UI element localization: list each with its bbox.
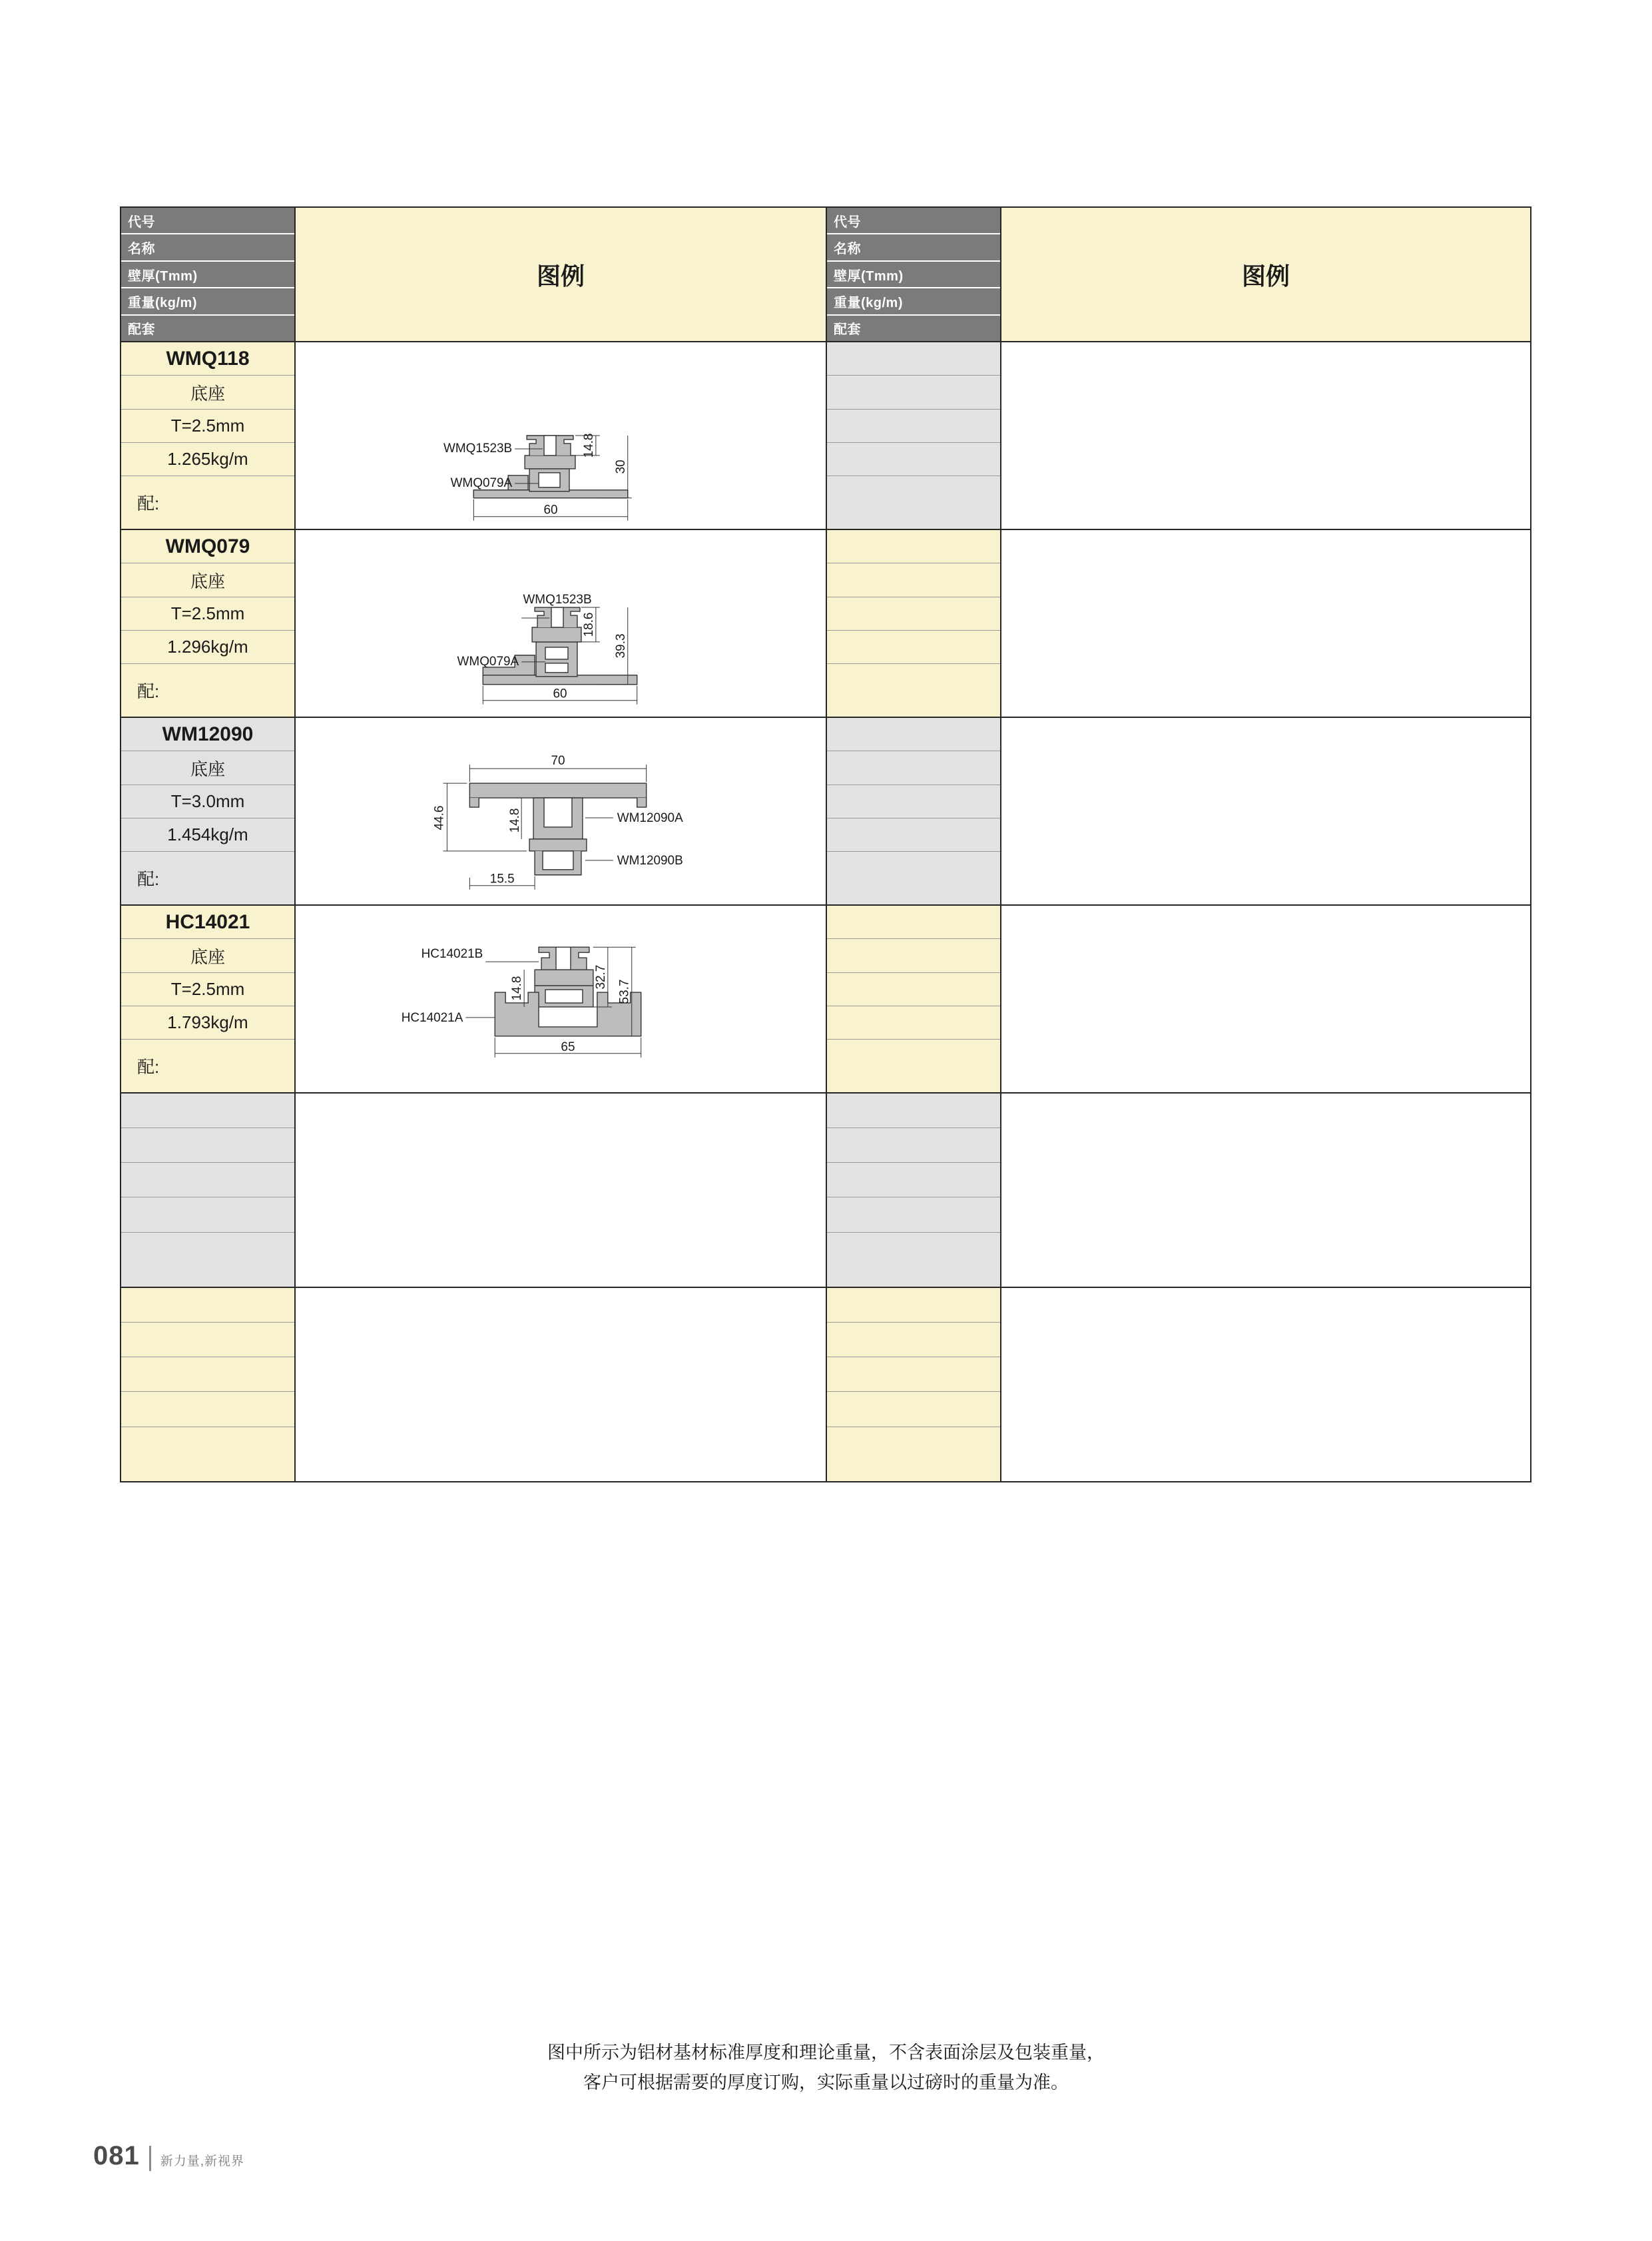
table-row [827,717,1530,904]
table-row [827,1092,1530,1287]
row-weight [827,1006,1000,1040]
figure-part-label: WM12090A [617,810,683,825]
row-name [121,1323,294,1357]
footnote-line-2: 客户可根据需要的厚度订购，实际重量以过磅时的重量为准。 [583,2072,1069,2092]
table-row [121,1092,826,1287]
row-kit [827,1233,1000,1287]
row-kit [827,664,1000,717]
row-name [827,376,1000,409]
table-row [121,1287,826,1481]
table-row [827,1287,1530,1481]
row-code [121,1288,294,1323]
row-name [121,1128,294,1163]
table-row [121,904,826,1092]
header-label-name: 名称 [827,234,1000,261]
figure-dimension: 14.8 [510,976,525,1001]
row-spec-cells [827,342,1001,529]
row-code: WMQ118 [121,342,294,376]
row-name: 底座 [121,376,294,409]
row-thickness [827,410,1000,443]
row-code [827,530,1000,563]
row-figure-hc14021 [296,906,826,1092]
row-thickness [827,973,1000,1006]
row-kit: 配: [121,1040,294,1092]
row-kit: 配: [121,852,294,904]
row-spec-cells [121,718,296,904]
row-figure-empty [1001,718,1530,904]
header-label-name: 名称 [121,234,294,261]
row-spec-cells [827,906,1001,1092]
row-name [827,939,1000,972]
row-thickness: T=2.5mm [121,597,294,631]
row-kit: 配: [121,664,294,717]
figure-part-label: WMQ1523B [523,593,592,607]
row-weight: 1.793kg/m [121,1006,294,1040]
footnote [0,2038,1652,2097]
table-row [827,341,1530,529]
row-code [121,1094,294,1128]
row-thickness [827,1163,1000,1197]
row-thickness [827,1357,1000,1392]
row-code [827,906,1000,939]
figure-dimension: 65 [561,1040,575,1054]
header-legend-title: 图例 [296,208,826,341]
figure-dimension: 44.6 [432,805,447,830]
figure-dimension: 60 [553,687,567,701]
profile-diagram-wm12090 [296,718,826,904]
footnote-line-1: 图中所示为铝材基材标准厚度和理论重量，不含表面涂层及包装重量， [547,2043,1105,2063]
row-name [827,751,1000,785]
row-weight [827,1197,1000,1232]
row-spec-cells [121,1288,296,1481]
footer-brand: 新力量,新视界 [160,2154,245,2168]
header-label-thickness: 壁厚(Tmm) [827,262,1000,288]
figure-dimension: 70 [551,754,565,769]
header-label-kit: 配套 [827,316,1000,341]
header-label-thickness: 壁厚(Tmm) [121,262,294,288]
right-header-labels [827,208,1001,341]
figure-part-label: WMQ1523B [443,441,513,456]
row-figure-empty [1001,342,1530,529]
left-table-header [121,208,826,341]
row-thickness: T=2.5mm [121,410,294,443]
header-label-weight: 重量(kg/m) [827,288,1000,315]
table-row [121,529,826,717]
right-table-header [827,208,1530,341]
row-spec-cells [827,530,1001,717]
row-weight [827,631,1000,664]
figure-dimension: 53.7 [617,979,632,1004]
row-weight: 1.296kg/m [121,631,294,664]
figure-part-label: WMQ079A [457,654,519,669]
table-row [121,717,826,904]
row-code: HC14021 [121,906,294,939]
row-figure-empty [1001,1094,1530,1287]
row-figure-wmq079 [296,530,826,717]
row-spec-cells [121,342,296,529]
row-thickness [121,1357,294,1392]
row-kit [121,1427,294,1482]
header-label-code: 代号 [121,208,294,234]
row-kit [827,476,1000,529]
profile-diagram-wmq118 [296,342,826,529]
row-figure-empty [1001,906,1530,1092]
row-weight [121,1392,294,1427]
row-code: WMQ079 [121,530,294,563]
figure-part-label: HC14021B [421,947,483,962]
row-figure-empty [296,1288,826,1481]
figure-dimension: 39.3 [613,633,628,659]
row-weight [827,443,1000,476]
row-code [827,342,1000,376]
row-kit [827,1040,1000,1092]
row-thickness: T=2.5mm [121,973,294,1006]
row-name: 底座 [121,751,294,785]
row-thickness [121,1163,294,1197]
row-kit: 配: [121,476,294,529]
figure-dimension: 14.8 [581,433,596,458]
page-number: 081 [93,2141,140,2170]
figure-dimension: 15.5 [489,872,515,886]
right-column-group [826,206,1531,1482]
header-label-code: 代号 [827,208,1000,234]
catalog-table [120,206,1531,1482]
page-footer [93,2141,244,2171]
figure-part-label: WMQ079A [450,476,513,490]
row-weight: 1.265kg/m [121,443,294,476]
left-header-labels [121,208,296,341]
row-weight [121,1197,294,1232]
row-code: WM12090 [121,718,294,751]
table-row [827,904,1530,1092]
row-thickness: T=3.0mm [121,785,294,818]
header-label-kit: 配套 [121,316,294,341]
footer-divider [149,2146,151,2171]
row-weight [827,818,1000,852]
figure-dimension: 32.7 [593,964,608,990]
row-spec-cells [827,718,1001,904]
row-figure-empty [1001,530,1530,717]
row-name [827,563,1000,597]
figure-dimension: 30 [613,460,628,474]
row-figure-empty [1001,1288,1530,1481]
figure-dimension: 18.6 [581,612,596,637]
row-name: 底座 [121,563,294,597]
row-kit [827,852,1000,904]
row-name [827,1128,1000,1163]
header-legend-title: 图例 [1001,208,1530,341]
row-spec-cells [121,1094,296,1287]
figure-part-label: WM12090B [617,853,683,868]
row-figure-wmq118 [296,342,826,529]
row-code [827,1094,1000,1128]
figure-dimension: 14.8 [508,808,523,833]
row-weight: 1.454kg/m [121,818,294,852]
row-figure-empty [296,1094,826,1287]
row-weight [827,1392,1000,1427]
row-thickness [827,785,1000,818]
row-kit [827,1427,1000,1482]
row-spec-cells [121,906,296,1092]
figure-part-label: HC14021A [401,1010,463,1025]
left-column-group [120,206,826,1482]
row-thickness [827,597,1000,631]
table-row [121,341,826,529]
row-code [827,1288,1000,1323]
row-spec-cells [121,530,296,717]
profile-diagram-hc14021 [296,906,826,1092]
row-spec-cells [827,1094,1001,1287]
row-spec-cells [827,1288,1001,1481]
row-figure-wm12090 [296,718,826,904]
row-kit [121,1233,294,1287]
row-name: 底座 [121,939,294,972]
row-name [827,1323,1000,1357]
profile-diagram-wmq079 [296,530,826,717]
header-label-weight: 重量(kg/m) [121,288,294,315]
figure-dimension: 60 [543,503,558,517]
table-row [827,529,1530,717]
row-code [827,718,1000,751]
